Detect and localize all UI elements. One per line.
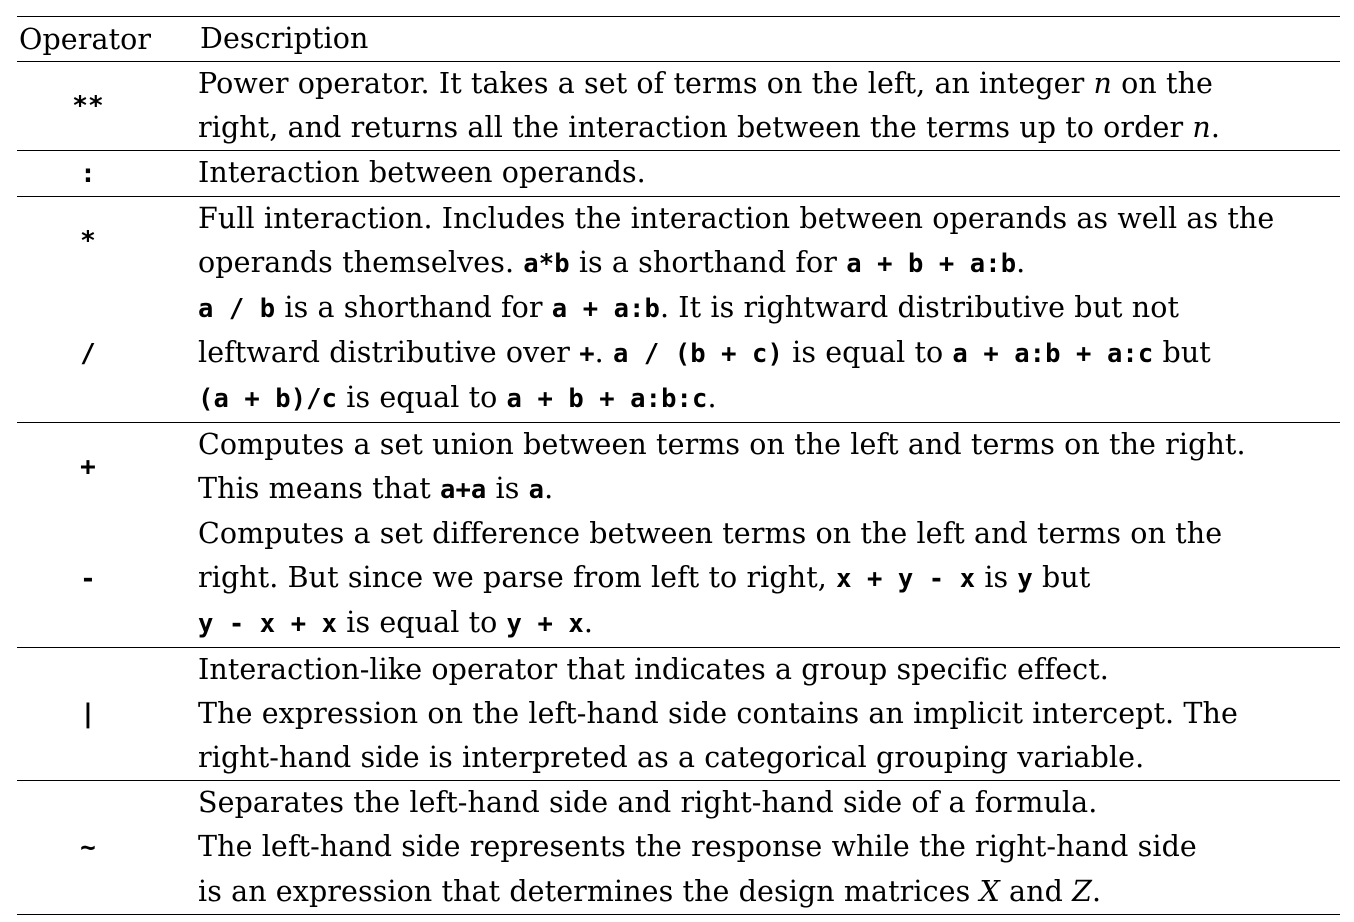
description-line xyxy=(198,692,1340,736)
description-line xyxy=(198,106,1340,150)
description-line xyxy=(198,781,1340,825)
text-fragment: is xyxy=(486,471,529,505)
code-snippet: a+a xyxy=(440,474,487,505)
description-line xyxy=(198,286,1340,331)
table-row xyxy=(17,197,1340,286)
description-line xyxy=(198,870,1340,914)
text-fragment: right, and returns all the interaction between the terms up to order xyxy=(198,111,1193,145)
text-fragment: The expression on the left-hand side contains an implicit intercept. The xyxy=(198,696,1238,730)
math-variable: X xyxy=(979,874,1000,908)
code-snippet: a + a:b xyxy=(551,294,660,325)
description-cell xyxy=(159,197,1340,286)
text-fragment: is an expression that determines the design matrices xyxy=(198,874,980,908)
code-snippet: a + b + a:b:c xyxy=(506,384,708,415)
table-row xyxy=(17,512,1340,647)
text-fragment: on the xyxy=(1112,67,1214,100)
text-fragment: is a shorthand for xyxy=(275,291,552,325)
code-snippet: a + a:b + a:c xyxy=(952,339,1154,370)
text-fragment: Separates the left-hand side and right-hand side of a formula. xyxy=(198,786,1098,820)
text-fragment: . xyxy=(583,606,593,640)
table-header xyxy=(17,17,1340,61)
table-row xyxy=(17,781,1340,914)
code-snippet: (a + b)/c xyxy=(198,384,338,415)
description-cell xyxy=(159,62,1340,150)
header-description: Description xyxy=(200,21,369,55)
description-line xyxy=(198,423,1340,467)
text-fragment: . xyxy=(1016,245,1026,279)
description-cell xyxy=(159,151,1340,195)
text-fragment: leftward distributive over xyxy=(198,336,580,370)
text-fragment: Interaction between operands. xyxy=(198,156,646,190)
text-fragment: Computes a set difference between terms on the left and terms on the xyxy=(198,517,1223,551)
text-fragment: but xyxy=(1153,336,1211,370)
description-line xyxy=(198,556,1340,601)
text-fragment: . xyxy=(1210,111,1220,145)
text-fragment: right. But since we parse from left to right, xyxy=(198,561,837,595)
operator-cell: ~ xyxy=(80,832,96,863)
operator-table xyxy=(17,16,1340,915)
text-fragment: right-hand side is interpreted as a categorical grouping variable. xyxy=(198,741,1145,775)
description-line xyxy=(198,736,1340,780)
operator-cell: / xyxy=(80,338,96,369)
operator-cell: + xyxy=(80,452,96,483)
description-line xyxy=(198,151,1340,195)
operator-cell: : xyxy=(80,158,96,189)
table-bottom-rule xyxy=(17,914,1340,915)
table-row xyxy=(17,151,1340,195)
operator-cell: - xyxy=(80,564,96,595)
table-row xyxy=(17,423,1340,512)
code-snippet: a / b xyxy=(198,294,276,325)
table-row xyxy=(17,62,1340,150)
code-snippet: x + y - x xyxy=(836,564,976,595)
text-fragment: . It is rightward distributive but not xyxy=(659,291,1180,325)
description-line xyxy=(198,197,1340,241)
code-snippet: a + b + a:b xyxy=(846,248,1017,279)
code-snippet: + xyxy=(579,339,595,370)
code-snippet: a*b xyxy=(523,248,570,279)
description-line xyxy=(198,331,1340,376)
math-variable: n xyxy=(1192,111,1211,145)
text-fragment: Interaction-like operator that indicates a group specific effect. xyxy=(198,652,1109,686)
code-snippet: y - x + x xyxy=(198,609,338,640)
description-cell xyxy=(159,781,1340,914)
text-fragment: is equal to xyxy=(337,606,507,640)
description-cell xyxy=(159,286,1340,422)
description-line xyxy=(198,825,1340,869)
text-fragment: is equal to xyxy=(337,381,507,415)
operator-cell: | xyxy=(80,698,96,729)
table-row xyxy=(17,286,1340,422)
text-fragment: Full interaction. Includes the interaction between operands as well as the xyxy=(198,201,1275,235)
table-row xyxy=(17,648,1340,781)
text-fragment: Computes a set union between terms on the left and terms on the right. xyxy=(198,427,1246,461)
description-line xyxy=(198,648,1340,692)
text-fragment: . xyxy=(707,381,717,415)
code-snippet: a xyxy=(528,474,545,505)
description-line xyxy=(198,512,1340,556)
description-cell xyxy=(159,648,1340,781)
text-fragment: . xyxy=(544,471,554,505)
header-operator: Operator xyxy=(19,22,152,56)
description-line xyxy=(198,601,1340,646)
description-cell xyxy=(159,423,1340,512)
code-snippet: a / (b + c) xyxy=(612,339,783,370)
text-fragment: but xyxy=(1032,561,1091,595)
text-fragment: is xyxy=(975,561,1018,595)
text-fragment: and xyxy=(999,874,1073,908)
operator-cell: ** xyxy=(72,91,104,122)
operator-cell: * xyxy=(80,226,96,257)
description-line xyxy=(198,62,1340,106)
text-fragment: This means that xyxy=(198,471,440,505)
code-snippet: y xyxy=(1017,564,1033,595)
text-fragment: . xyxy=(1092,874,1102,908)
text-fragment: is a shorthand for xyxy=(569,245,847,279)
description-line xyxy=(198,241,1340,286)
description-cell xyxy=(159,512,1340,647)
text-fragment: Power operator. It takes a set of terms on the left, an integer xyxy=(198,67,1094,100)
text-fragment: . xyxy=(594,336,613,370)
text-fragment: is equal to xyxy=(782,336,953,370)
description-line xyxy=(198,376,1340,421)
code-snippet: y + x xyxy=(506,609,584,640)
text-fragment: The left-hand side represents the response while the right-hand side xyxy=(198,830,1197,864)
math-variable: n xyxy=(1093,67,1113,100)
text-fragment: operands themselves. xyxy=(198,245,524,279)
math-variable: Z xyxy=(1072,874,1093,908)
description-line xyxy=(198,467,1340,512)
